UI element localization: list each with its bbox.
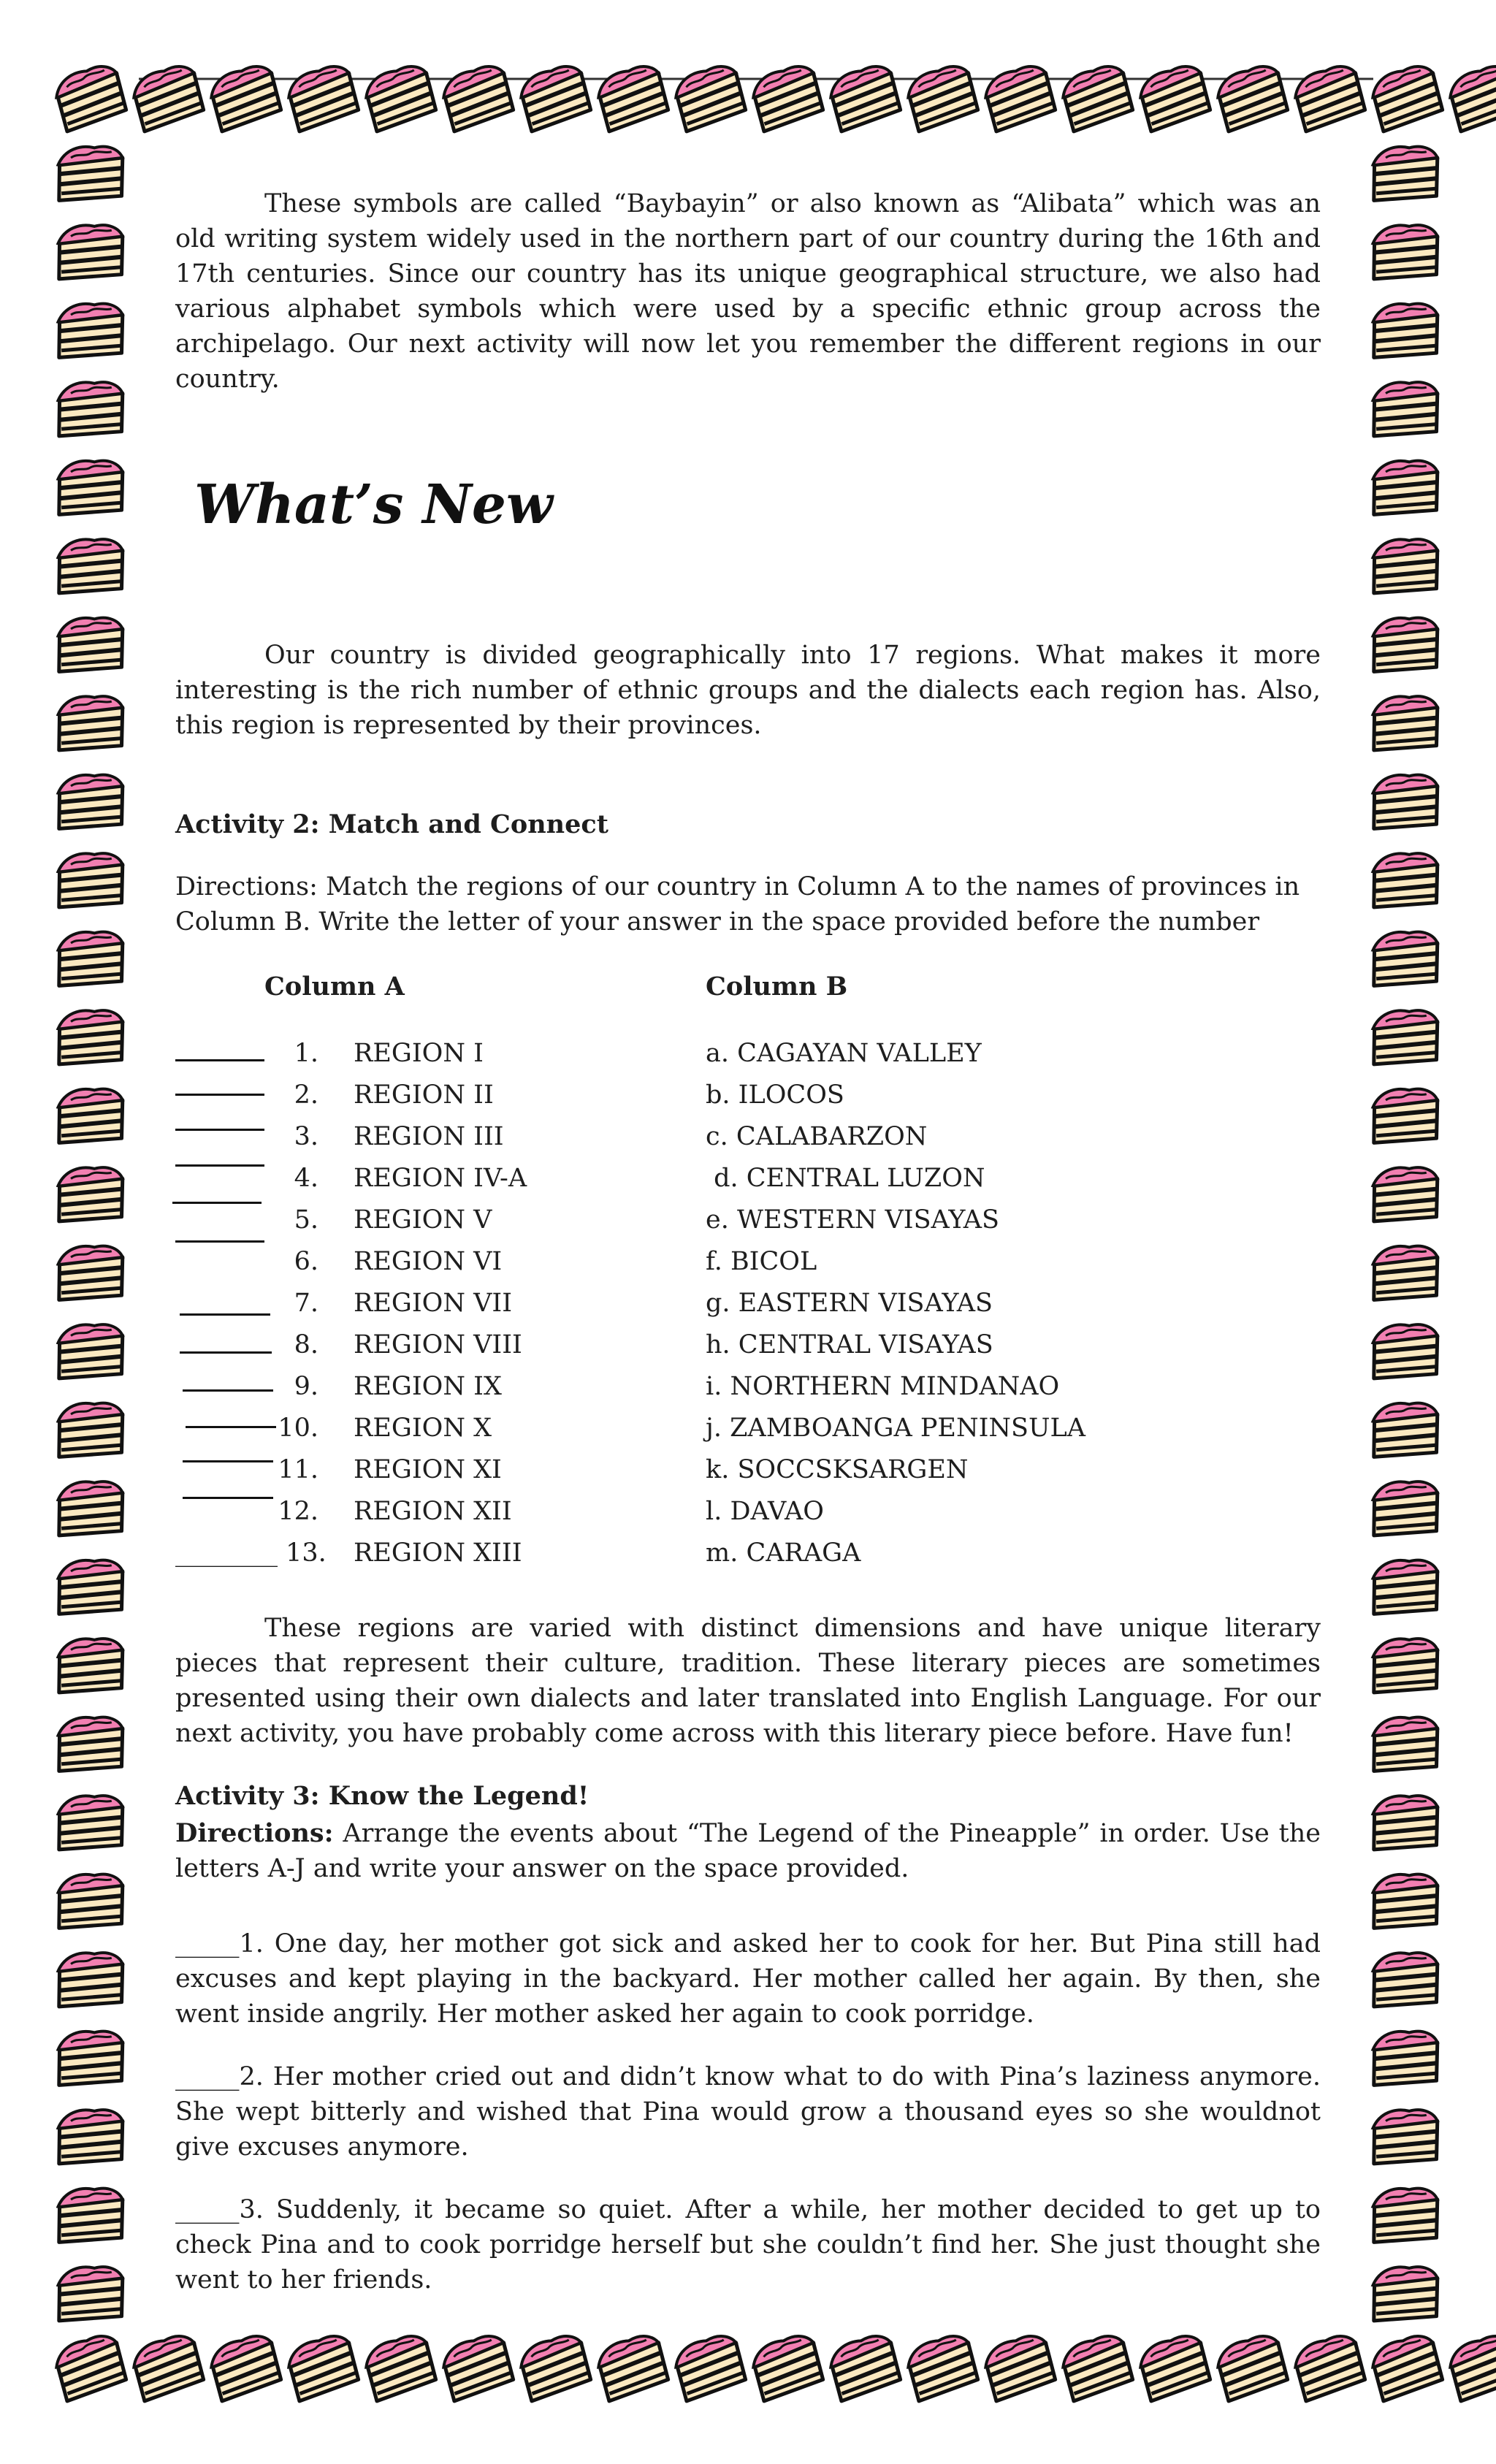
cake-slice-icon [1368,926,1443,994]
cake-slice-icon [53,1004,128,1073]
region-name: REGION I [354,1039,484,1068]
cake-slice-icon [53,2333,128,2402]
cake-slice-icon [53,768,128,837]
cake-slice-icon [1447,2333,1496,2402]
cake-slice-icon [1060,64,1134,132]
cake-slice-icon [1368,297,1443,366]
activity3-title: Activity 3: Know the Legend! [175,1781,589,1811]
item-number: 11. [278,1455,318,1484]
cake-slice-icon [208,64,283,132]
cake-slice-icon [1370,2333,1444,2402]
region-name: REGION III [354,1122,504,1151]
cake-slice-icon [595,64,670,132]
match-row [175,1244,1321,1279]
cake-slice-icon [53,140,128,209]
cake-slice-icon [750,64,825,132]
cake-slice-icon [53,1633,128,1701]
cake-slice-icon [1368,1868,1443,1937]
cake-slice-icon [53,1240,128,1308]
region-name: REGION VI [354,1247,503,1276]
region-name: REGION X [354,1414,492,1443]
cake-slice-icon [1368,1397,1443,1465]
cake-slice-icon [131,64,205,132]
province-option: k. SOCCSKSARGEN [706,1455,969,1484]
match-row [175,1452,1321,1487]
cake-slice-icon [982,64,1057,132]
cake-slice-icon [1368,1319,1443,1387]
province-option: g. EASTERN VISAYAS [706,1289,993,1318]
item-number: 8. [294,1330,318,1359]
cake-slice-icon [363,64,438,132]
cake-slice-icon [1292,2333,1367,2402]
cake-slice-icon [363,2333,438,2402]
cake-slice-icon [1368,1554,1443,1622]
directions-label: Directions: [175,1818,334,1848]
cake-slice-icon [905,64,980,132]
cake-slice-icon [53,1319,128,1387]
item-number: 12. [278,1497,318,1526]
cake-slice-icon [53,611,128,680]
cake-slice-icon [53,690,128,759]
item-number: 5. [294,1205,318,1235]
cake-slice-icon [53,376,128,445]
cake-slice-icon [53,847,128,916]
province-option: j. ZAMBOANGA PENINSULA [706,1414,1086,1443]
cake-slice-icon [1447,64,1496,132]
cake-slice-icon [1368,454,1443,523]
answer-blank[interactable] [175,1240,264,1243]
item-number: 2. [294,1080,318,1110]
cake-slice-icon [53,454,128,523]
cake-slice-icon [1292,64,1367,132]
cake-slice-icon [1368,2025,1443,2094]
cake-slice-icon [53,1790,128,1858]
province-option: l. DAVAO [706,1497,824,1526]
cake-slice-icon [982,2333,1057,2402]
activity2-directions: Directions: Match the regions of our country in Column A to the names of provinces in Column B. Write the letter of your answer in the space provided before the number [175,872,1300,937]
match-row [175,1286,1321,1321]
cake-slice-icon [518,2333,592,2402]
question-item: _____2. Her mother cried out and didn’t know what to do with Pina’s laziness anymore. She wept bitterly and wished that Pina would grow a thousand eyes so she wouldnot give excuses anymore. [175,2062,1321,2162]
cake-slice-icon [53,297,128,366]
match-row [175,1077,1321,1113]
question-item: _____3. Suddenly, it became so quiet. After a while, her mother decided to get up to check Pina and to cook porridge herself but she couldn’t find her. She just thought she went to her friends. [175,2195,1321,2295]
cake-slice-icon [1137,2333,1212,2402]
cake-slice-icon [53,1162,128,1230]
item-number: 9. [294,1372,318,1401]
province-option: f. BICOL [706,1247,817,1276]
cake-slice-icon [595,2333,670,2402]
cake-slice-icon [1215,2333,1289,2402]
cake-slice-icon [673,2333,747,2402]
item-number: 1. [294,1039,318,1068]
cake-slice-icon [53,2025,128,2094]
cake-slice-icon [53,1397,128,1465]
province-option: d. CENTRAL LUZON [706,1164,985,1193]
province-option: b. ILOCOS [706,1080,844,1110]
cake-slice-icon [53,1083,128,1151]
item-number: 10. [278,1414,318,1443]
cake-slice-icon [1368,690,1443,759]
region-name: REGION VIII [354,1330,522,1359]
cake-slice-icon [1370,64,1444,132]
cake-slice-icon [1368,847,1443,916]
cake-slice-icon [905,2333,980,2402]
cake-slice-icon [440,2333,515,2402]
cake-slice-icon [208,2333,283,2402]
cake-slice-icon [1137,64,1212,132]
item-number: ________ 13. [175,1538,327,1568]
cake-slice-icon [518,64,592,132]
cake-slice-icon [1368,2261,1443,2330]
cake-slice-icon [1368,768,1443,837]
cake-slice-icon [53,2182,128,2251]
match-row [175,1119,1321,1154]
intro-paragraph: These symbols are called “Baybayin” or also known as “Alibata” which was an old writing system widely used in the northern part of our country during the 16th and 17th centuries. Since our country has its unique geographical structure, we also had various alphabet symbols which were used by a specific ethnic group across the archipelago. Our next activity will now let you remember the different regions in our country. [175,189,1321,394]
cake-slice-icon [1368,533,1443,602]
cake-slice-icon [53,2104,128,2173]
cake-slice-icon [1368,1947,1443,2015]
cake-slice-icon [53,1554,128,1622]
region-name: REGION XII [354,1497,512,1526]
cake-slice-icon [1215,64,1289,132]
cake-slice-icon [53,1868,128,1937]
cake-slice-icon [1368,140,1443,209]
match-row [175,1369,1321,1404]
region-name: REGION II [354,1080,494,1110]
regions-paragraph: Our country is divided geographically into 17 regions. What makes it more interesting is the rich number of ethnic groups and the dialects each region has. Also, this region is represented by their provinces. [175,641,1321,740]
cake-slice-icon [286,2333,360,2402]
cake-slice-icon [53,533,128,602]
cake-slice-icon [1368,1633,1443,1701]
cake-slice-icon [1368,2182,1443,2251]
match-row [175,1327,1321,1362]
cake-slice-icon [673,64,747,132]
province-option: a. CAGAYAN VALLEY [706,1039,982,1068]
cake-slice-icon [53,219,128,288]
province-option: h. CENTRAL VISAYAS [706,1330,993,1359]
cake-slice-icon [53,1476,128,1544]
region-name: REGION XI [354,1455,502,1484]
cake-slice-icon [828,64,902,132]
region-name: REGION XIII [354,1538,522,1568]
match-row [175,1161,1321,1196]
cake-slice-icon [1368,611,1443,680]
match-row [175,1411,1321,1446]
cake-slice-icon [53,1947,128,2015]
province-option: m. CARAGA [706,1538,861,1568]
region-name: REGION IV-A [354,1164,527,1193]
cake-slice-icon [53,2261,128,2330]
region-name: REGION VII [354,1289,513,1318]
cake-slice-icon [750,2333,825,2402]
cake-slice-icon [1368,1711,1443,1780]
cake-slice-icon [286,64,360,132]
province-option: e. WESTERN VISAYAS [706,1205,1000,1235]
province-option: i. NORTHERN MINDANAO [706,1372,1060,1401]
cake-slice-icon [828,2333,902,2402]
section-title: What’s New [194,473,553,536]
cake-slice-icon [1368,1790,1443,1858]
item-number: 4. [294,1164,318,1193]
literary-paragraph: These regions are varied with distinct dimensions and have unique literary pieces that represent their culture, tradition. These literary pieces are sometimes presented using their own dialects and later translated into English Language. For our next activity, you have probably come across with this literary piece before. Have fun! [175,1614,1321,1748]
cake-slice-icon [1368,1004,1443,1073]
item-number: 7. [294,1289,318,1318]
region-name: REGION V [354,1205,492,1235]
question-item: _____1. One day, her mother got sick and asked her to cook for her. But Pina still had excuses and kept playing in the backyard. Her mother called her again. By then, she went inside angrily. Her mother asked her again to cook porridge. [175,1929,1321,2029]
cake-slice-icon [440,64,515,132]
match-row [175,1202,1321,1237]
province-option: c. CALABARZON [706,1122,928,1151]
cake-slice-icon [53,1711,128,1780]
cake-slice-icon [1368,1162,1443,1230]
cake-slice-icon [53,64,128,132]
cake-slice-icon [1368,376,1443,445]
item-number: 6. [294,1247,318,1276]
cake-slice-icon [53,926,128,994]
item-number: 3. [294,1122,318,1151]
column-b-header: Column B [706,972,848,1002]
region-name: REGION IX [354,1372,502,1401]
activity3-directions [175,1816,1321,1886]
cake-slice-icon [1368,1083,1443,1151]
match-row [175,1494,1321,1529]
cake-slice-icon [1368,219,1443,288]
cake-slice-icon [1060,2333,1134,2402]
column-a-header: Column A [264,972,405,1002]
cake-slice-icon [1368,1240,1443,1308]
match-row [175,1036,1321,1071]
cake-slice-icon [1368,2104,1443,2173]
cake-slice-icon [131,2333,205,2402]
activity2-title: Activity 2: Match and Connect [175,809,608,839]
match-row [175,1536,1321,1571]
cake-slice-icon [1368,1476,1443,1544]
directions-text: Arrange the events about “The Legend of the Pineapple” in order. Use the letters A-J and write your answer on the space provided. [175,1819,1321,1883]
